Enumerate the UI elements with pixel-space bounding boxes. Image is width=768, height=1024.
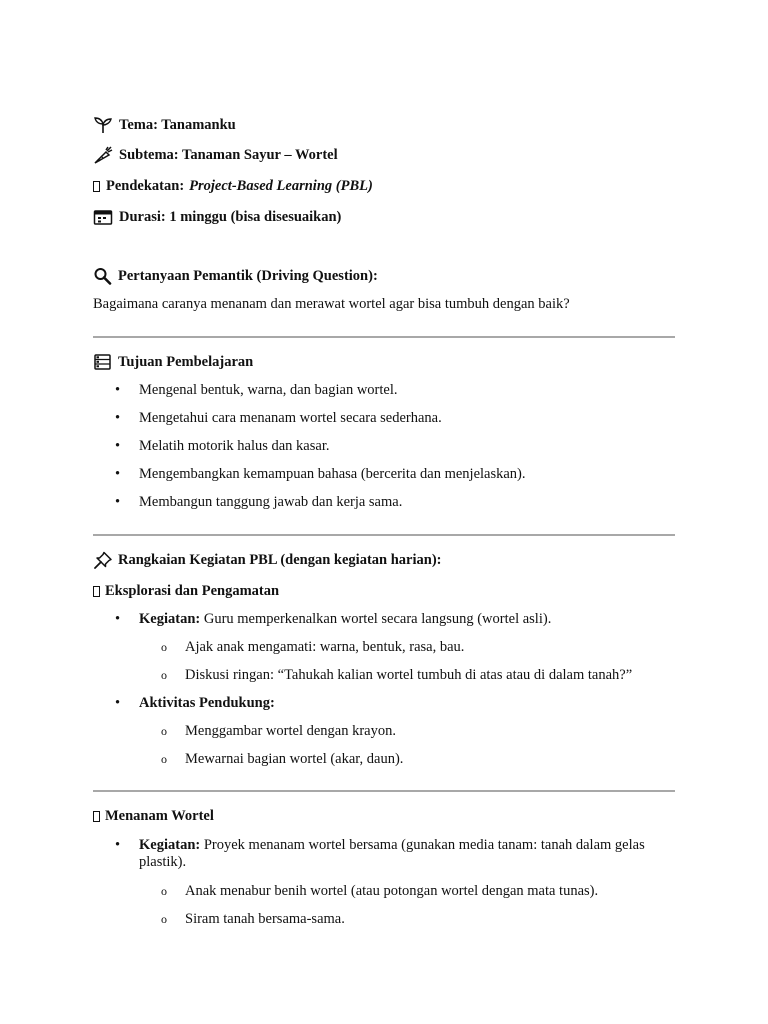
- list-item: • Aktivitas Pendukung:: [115, 695, 275, 711]
- list-item: • Mengenal bentuk, warna, dan bagian wortel.: [115, 382, 398, 398]
- list-item: o Ajak anak mengamati: warna, bentuk, rasa, bau.: [161, 639, 465, 655]
- list-item: • Kegiatan: Proyek menanam wortel bersama (gunakan media tanam: tanah dalam gelas plastik).: [115, 837, 645, 870]
- menanam-heading: Menanam Wortel: [93, 808, 214, 825]
- driving-question-text: Bagaimana caranya menanam dan merawat wortel agar bisa tumbuh dengan baik?: [93, 296, 570, 312]
- list-item: o Diskusi ringan: “Tahukah kalian wortel tumbuh di atas atau di dalam tanah?”: [161, 667, 633, 683]
- list-item: • Kegiatan: Guru memperkenalkan wortel secara langsung (wortel asli).: [115, 611, 552, 627]
- list-item: • Membangun tanggung jawab dan kerja sama.: [115, 494, 403, 510]
- pendekatan-line: [93, 178, 373, 195]
- subtema-line: [93, 146, 338, 164]
- list-item: • Melatih motorik halus dan kasar.: [115, 438, 330, 454]
- durasi-text: Durasi: 1 minggu (bisa disesuaikan): [119, 208, 342, 225]
- list-item: o Siram tanah bersama-sama.: [161, 911, 345, 927]
- rangkaian-heading: Rangkaian Kegiatan PBL (dengan kegiatan harian):: [93, 551, 441, 569]
- missing-glyph-icon: [93, 811, 100, 822]
- list-item: • Mengetahui cara menanam wortel secara sederhana.: [115, 410, 442, 426]
- divider: [93, 534, 675, 536]
- list-icon: [93, 353, 113, 371]
- eksplorasi-heading: Eksplorasi dan Pengamatan: [93, 583, 279, 600]
- tujuan-heading: Tujuan Pembelajaran: [93, 353, 253, 371]
- list-item: o Mewarnai bagian wortel (akar, daun).: [161, 751, 404, 767]
- tema-text: Tema: Tanamanku: [119, 116, 236, 133]
- subtema-text: Subtema: Tanaman Sayur – Wortel: [119, 146, 338, 163]
- missing-glyph-icon: [93, 181, 100, 192]
- pendekatan-label: Pendekatan:: [106, 178, 185, 194]
- list-item: o Anak menabur benih wortel (atau potongan wortel dengan mata tunas).: [161, 883, 599, 899]
- carrot-icon: [93, 146, 113, 164]
- pendekatan-value: Project-Based Learning (PBL): [189, 178, 373, 194]
- list-item: • Mengembangkan kemampuan bahasa (bercerita dan menjelaskan).: [115, 466, 526, 482]
- list-item: o Menggambar wortel dengan krayon.: [161, 723, 396, 739]
- tema-line: [93, 116, 236, 134]
- pushpin-icon: [93, 551, 113, 569]
- durasi-line: [93, 208, 341, 226]
- divider: [93, 336, 675, 338]
- missing-glyph-icon: [93, 586, 100, 597]
- magnifier-icon: [93, 267, 113, 285]
- seedling-icon: [93, 116, 113, 134]
- divider: [93, 790, 675, 792]
- driving-question-heading: Pertanyaan Pemantik (Driving Question):: [93, 267, 378, 285]
- calendar-icon: [93, 208, 113, 226]
